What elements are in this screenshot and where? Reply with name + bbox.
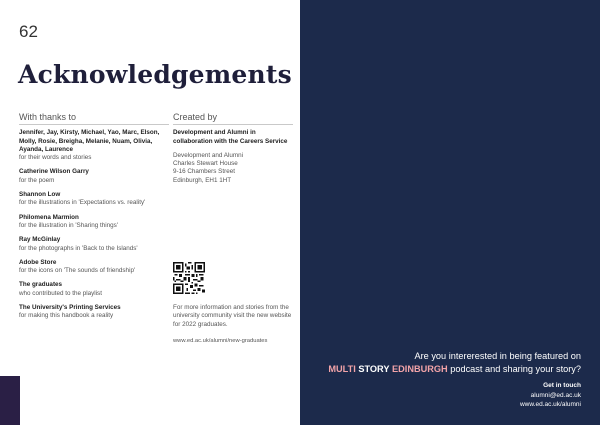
- thanks-name: Shannon Low: [19, 191, 61, 199]
- right-page: [300, 0, 600, 425]
- thanks-description: for the illustrations in 'Expectations vs. reality': [19, 199, 146, 207]
- thanks-name: Philomena Marmion: [19, 213, 79, 221]
- thanks-entry: [19, 191, 169, 208]
- thanks-entry: [19, 129, 169, 162]
- contact-web-link[interactable]: www.ed.ac.uk/alumni: [519, 401, 581, 408]
- contact-email-link[interactable]: alumni@ed.ac.uk: [530, 391, 581, 399]
- qr-description: For more information and stories from the university community visit the new website for 2022 graduates.: [173, 304, 292, 328]
- thanks-column: [19, 113, 169, 327]
- qr-code-icon[interactable]: [173, 262, 205, 294]
- thanks-description: for the illustration in 'Sharing things': [19, 221, 119, 229]
- thanks-heading: With thanks to: [19, 112, 77, 122]
- thanks-name: Catherine Wilson Garry: [19, 168, 89, 176]
- page-number: 62: [19, 22, 38, 41]
- address-line: 9-16 Chambers Street: [173, 168, 235, 176]
- thanks-description: for their words and stories: [19, 154, 92, 162]
- thanks-entry: [19, 281, 169, 298]
- contact-title: Get in touch: [543, 382, 581, 389]
- page-title: Acknowledgements: [18, 60, 292, 89]
- promo-line-2-text: podcast and sharing your story?: [450, 363, 581, 374]
- promo-line-2: [301, 363, 581, 376]
- promo-line-1: Are you intererested in being featured on: [414, 351, 581, 361]
- thanks-entry: [19, 304, 169, 321]
- thanks-entry: [19, 259, 169, 276]
- podcast-logo-edinburgh: EDINBURGH: [392, 363, 448, 374]
- thanks-name: The University's Printing Services: [19, 304, 121, 312]
- created-entry: [173, 129, 293, 146]
- thanks-description: for the photographs in 'Back to the Islands': [19, 244, 138, 252]
- thanks-description: who contributed to the playlist: [19, 289, 102, 297]
- thanks-name: Ray McGinlay: [19, 236, 61, 244]
- thanks-entry: [19, 236, 169, 253]
- thanks-name: Adobe Store: [19, 258, 57, 266]
- created-heading: Created by: [173, 112, 218, 122]
- accent-bar: [0, 376, 20, 425]
- podcast-logo-multi: MULTI: [328, 363, 356, 374]
- contact-block: [520, 381, 581, 410]
- address-line: Charles Stewart House: [173, 160, 238, 168]
- thanks-entry: [19, 214, 169, 231]
- thanks-list: [19, 129, 169, 320]
- thanks-description: for the icons on 'The sounds of friendship': [19, 267, 136, 275]
- created-column: [173, 113, 293, 185]
- thanks-name: Jennifer, Jay, Kirsty, Michael, Yao, Marc, Elson, Molly, Rosie, Breigha, Melanie, Nuam, Olivia, Ayanda, Laurence: [19, 129, 160, 153]
- created-address: [173, 152, 293, 185]
- thanks-description: for making this handbook a reality: [19, 312, 114, 320]
- podcast-logo-story: STORY: [358, 363, 390, 374]
- podcast-promo: [301, 350, 581, 375]
- thanks-name: The graduates: [19, 281, 63, 289]
- thanks-description: for the poem: [19, 176, 55, 184]
- address-line: Development and Alumni: [173, 151, 244, 159]
- created-name: Development and Alumni in collaboration with the Careers Service: [173, 129, 288, 145]
- thanks-entry: [19, 168, 169, 185]
- new-graduates-link[interactable]: www.ed.ac.uk/alumni/new-graduates: [173, 338, 268, 344]
- address-line: Edinburgh, EH1 1HT: [173, 176, 232, 184]
